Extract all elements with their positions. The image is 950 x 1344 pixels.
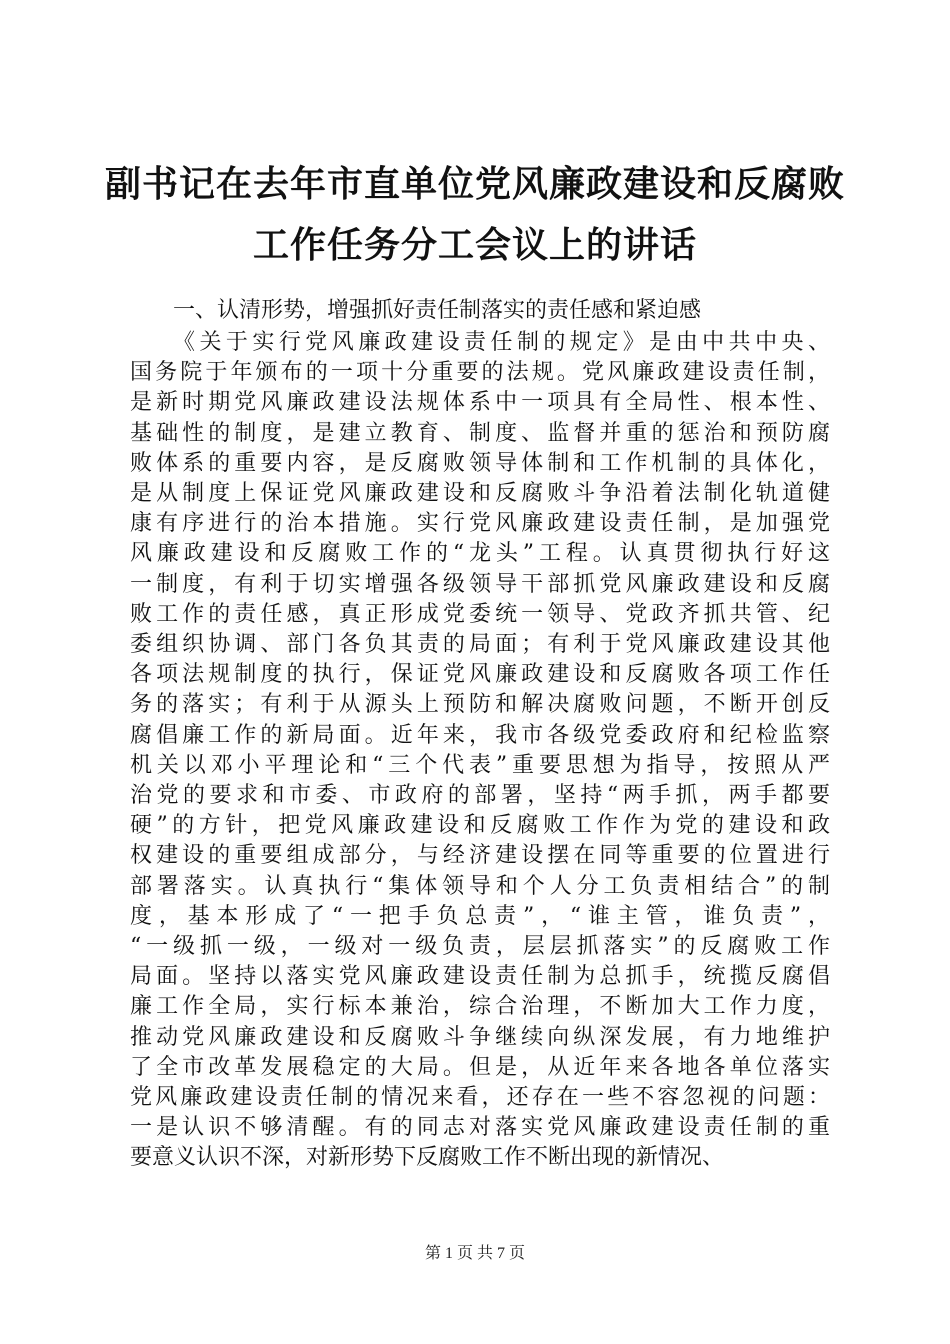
body-line: 委组织协调、部门各负其责的局面；有利于党风廉政建设其他 [130, 632, 830, 657]
body-line: 廉工作全局，实行标本兼治，综合治理，不断加大工作力度， [130, 994, 830, 1020]
body-line: 一制度，有利于切实增强各级领导干部抓党风廉政建设和反腐 [130, 571, 830, 597]
body-line: 度，基本形成了“一把手负总责”，“谁主管，谁负责”， [130, 903, 830, 929]
body-line: 基础性的制度，是建立教育、制度、监督并重的惩治和预防腐 [130, 420, 830, 446]
body-line: 《关于实行党风廉政建设责任制的规定》是由中共中央、 [173, 330, 830, 355]
body-line: 推动党风廉政建设和反腐败斗争继续向纵深发展，有力地维护 [130, 1024, 830, 1050]
section-heading: 一、认清形势，增强抓好责任制落实的责任感和紧迫感 [173, 298, 702, 323]
body-line: 是新时期党风廉政建设法规体系中一项具有全局性、根本性、 [130, 390, 830, 416]
body-line: 康有序进行的治本措施。实行党风廉政建设责任制，是加强党 [130, 511, 830, 537]
body-line: 国务院于年颁布的一项十分重要的法规。党风廉政建设责任制， [130, 360, 830, 386]
body-line: 是从制度上保证党风廉政建设和反腐败斗争沿着法制化轨道健 [130, 481, 830, 506]
body-line: 机关以邓小平理论和“三个代表”重要思想为指导，按照从严 [130, 752, 830, 778]
body-line: 败工作的责任感，真正形成党委统一领导、党政齐抓共管、纪 [130, 601, 830, 627]
body-line: 风廉政建设和反腐败工作的“龙头”工程。认真贯彻执行好这 [130, 541, 830, 567]
body-line: 硬”的方针，把党风廉政建设和反腐败工作作为党的建设和政 [130, 813, 830, 839]
body-line: 治党的要求和市委、市政府的部署，坚持“两手抓，两手都要 [130, 783, 830, 808]
page-number-footer: 第 1 页 共 7 页 [424, 1245, 525, 1262]
body-line: 部署落实。认真执行“集体领导和个人分工负责相结合”的制 [130, 873, 830, 899]
body-line: 务的落实；有利于从源头上预防和解决腐败问题，不断开创反 [130, 692, 830, 718]
body-line: 各项法规制度的执行，保证党风廉政建设和反腐败各项工作任 [130, 662, 830, 688]
body-line: 败体系的重要内容，是反腐败领导体制和工作机制的具体化， [130, 450, 830, 476]
document-title-line-2: 工作任务分工会议上的讲话 [252, 225, 697, 266]
body-line: 局面。坚持以落实党风廉政建设责任制为总抓手，统揽反腐倡 [130, 964, 830, 990]
document-title-line-1: 副书记在去年市直单位党风廉政建设和反腐败 [104, 164, 845, 205]
body-line: 要意义认识不深，对新形势下反腐败工作不断出现的新情况、 [130, 1145, 725, 1171]
body-line: 了全市改革发展稳定的大局。但是，从近年来各地各单位落实 [130, 1054, 830, 1080]
body-line: 一是认识不够清醒。有的同志对落实党风廉政建设责任制的重 [130, 1115, 830, 1141]
body-line: 权建设的重要组成部分，与经济建设摆在同等重要的位置进行 [130, 843, 830, 869]
body-line: 腐倡廉工作的新局面。近年来，我市各级党委政府和纪检监察 [130, 722, 830, 748]
body-line: “一级抓一级，一级对一级负责，层层抓落实”的反腐败工作 [130, 934, 830, 959]
body-line: 党风廉政建设责任制的情况来看，还存在一些不容忽视的问题： [130, 1085, 830, 1110]
